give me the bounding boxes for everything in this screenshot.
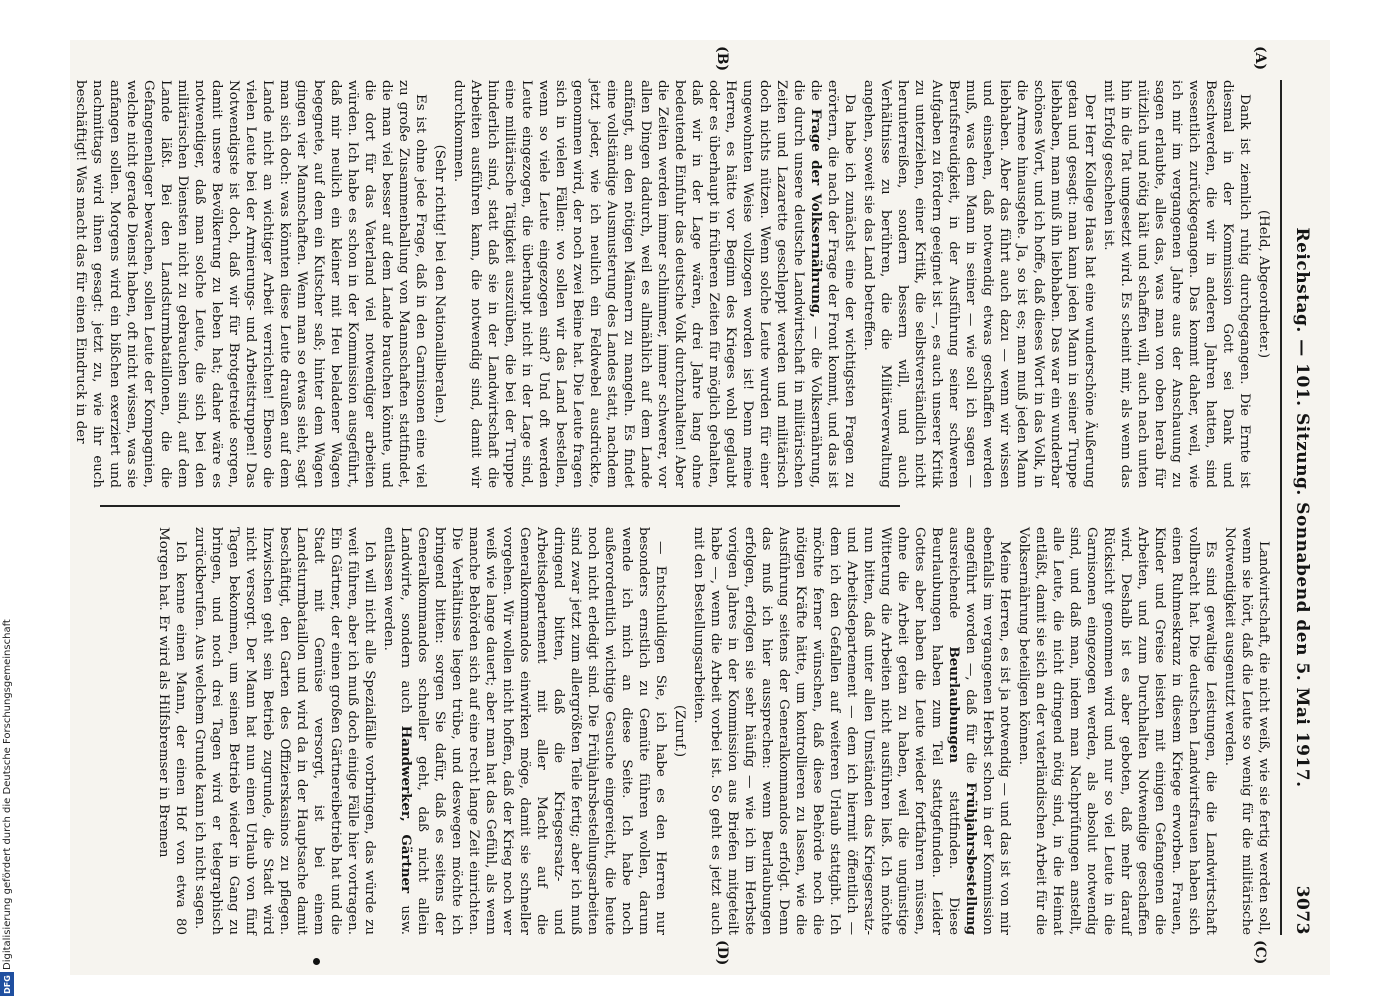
- left-paragraph-1: Dank ist ziemlich ruhig durchgegangen. Die Ernte ist diesmal in der Kommission Gott sei Dank und Beschwerden, die wir in anderen Jahren hatten, sind wesentlich zurückgegangen. Das kommt daher, weil, wie ich mir im vergangenen Jahre aus der Anschauung zu sagen erlaubte, alles das, was man von oben herab für nützlich und nötig hält und schaffen will, auch nach unten hin in die Tat umgesetzt wird. Es scheint mir, als wenn das mit Erfolg geschehen ist.: [1101, 80, 1252, 488]
- right-paragraph-7: Ich kenne einen Mann, der einen Hof von etwa 80 Morgen hat. Er wird als Hilfsbremser in Bremen: [156, 527, 188, 935]
- right-paragraph-2: Es sind gewaltige Leistungen, die die Landwirtschaft vollbracht hat. Die deutschen Landwirtsfrauen haben sich einen Ruhmeskranz in diesem Kriege erworben. Frauen, Kinder und Greise leisten mit einigen Gefangenen die Arbeiten, und zum Durchhalten Notwendige geschaffen wird. Deshalb ist es aber geboten, daß mehr darauf Rücksicht genommen wird und nur so viel Leute in die Garnisonen eingezogen werden, als absolut notwendig sind, und daß man, indem man Nachprüfungen anstellt, alle Leute, die nicht dringend nötig sind, in die Heimat entläßt, damit sie sich an der vaterländischen Arbeit für die Volksernährung beteiligen können.: [1016, 527, 1218, 935]
- left-paragraph-5: Es ist ohne jede Frage, daß in den Garnisonen eine viel zu große Zusammenballung von Mannschaften stattfindet, die man viel besser auf dem Lande brauchen könnte, und die dort für das Vaterland viel notwendiger arbeiten würden. Ich habe es schon in der Kommission ausgeführt, daß mir neulich ein kleiner mit Heu beladener Wagen begegnete, auf dem ein Kutscher saß; hinter dem Wagen gingen vier Mannschaften. Wenn man so etwas sieht, sagt man sich doch: was könnten diese Leute draußen auf dem Lande nicht an wichtiger Arbeit verrichten! Ebenso die vielen Leute bei der Armierungs- und Arbeitstruppen! Das Notwendigste ist doch, daß wir für Brotgetreide sorgen, damit unsere Bevölkerung zu leben hat; daher wäre es notwendiger, daß man solche Leute, die sich bei den militärischen Diensten nicht zu gebrauchen sind, auf dem Lande läßt. Bei den Landsturmbataillonen, die die Gefangenenlager bewachen, sollen Leute der Kompagnien, welche nicht gerade Dienst haben, oft nicht wissen, was sie anfangen sollen. Morgens wird ein bißchen exerziert und nachmittags wird ihnen gesagt: jetzt zu, wie ihr euch beschäftigt! Was macht das für einen Eindruck in der: [73, 80, 428, 488]
- right-paragraph-3: Meine Herren, es ist ja notwendig — und das ist von mir ebenfalls im vergangenen Herbst schon in der Kommission angeführt worden —, daß für die Frühjahrsbestellung ausreichende Beurlaubungen stattfinden. Diese Beurlaubungen haben zum Teil stattgefunden. Leider Gottes aber haben die Leute wieder fortfahren müssen, ohne die Arbeit getan zu haben, weil die ungünstige Witterung die Arbeiten nicht ausführen ließ. Ich möchte nun bitten, daß unter allen Umständen das Kriegsersatz- und Arbeitsdepartement — dem ich hiermit öffentlich — dem ich den Gefallen auf weiteren Urlaub stattgibt. Ich möchte ferner wünschen, daß diese Behörde noch die nötigen Kräfte hätte, um kontrollieren zu lassen, wie die Ausführung seitens der Generalkommandos erfolgt. Denn das muß ich hier aussprechen: wenn Beurlaubungen erfolgen, erfolgen sie sehr häufig — wie ich im Herbste vorigen Jahres in der Kommission aus Briefen mitgeteilt habe —, wenn die Arbeit vorbei ist. So geht es jetzt auch mit den Bestellungsarbeiten.: [691, 527, 1012, 935]
- bold-handwerker: Handwerker, Gärtner: [398, 725, 414, 894]
- bold-fruehjahrsbestellung: Frühjahrsbestellung: [963, 782, 979, 935]
- left-interjection: (Sehr richtig! bei den Nationalliberalen.): [432, 144, 447, 424]
- left-paragraph-3: Da habe ich zunächst eine der wichtigsten Fragen zu erörtern, die nach der Frage der Front kommt, und das ist die Frage der Volksernährung, — die Volksernährung, die durch unsere deutsche Landwirtschaft in militärischen Zeiten und Lazarette geschleppt werden und militärisch doch nichts nützen. Wenn solche Leute wurden für einer ungewohnten Weise vollzogen worden ist! Denn meine Herren, es hätte vor Beginn des Krieges wohl geglaubt oder es überhaupt in früheren Zeiten für möglich gehalten, daß wir in der Lage wären, drei Jahre lang ohne bedeutende Einfuhr das deutsche Volk durchzuhalten! Aber die Zeiten werden immer schlimmer, immer schwerer, vor allen Dingen dadurch, weil es allmählich auf dem Lande anfängt, an den nötigen Männern zu mangeln. Es findet eine vollständige Ausmusterung des Landes statt, nachdem jetzt jeder, wie ich neulich ein Feldwebel ausdrückte, genommen wird, der noch zwei Beine hat. Die Leute fragen sich in vielen Fällen: wo sollen wir das Land bestellen, wenn so viele Leute eingezogen sind? Und oft werden Leute eingezogen, die überhaupt nicht in der Lage sind, eine militärische Tätigkeit auszuüben, die bei der Truppe hinderlich sind, statt daß sie in der Landwirtschaft die Arbeiten ausführen kann, die notwendig sind, damit wir durchkommen.: [451, 80, 857, 488]
- page-number: 3073: [1292, 885, 1312, 935]
- right-paragraph-1: Landwirtschaft, die nicht weiß, wie sie fertig werden soll, wenn sie hört, daß die Leute so wenig für die militärische Notwendigkeit ausgenutzt werden.: [1222, 527, 1271, 935]
- bold-beurlaubungen: Beurlaubungen: [946, 646, 962, 764]
- margin-marker-d: (D): [714, 940, 730, 966]
- page-header: [1282, 80, 1312, 935]
- left-column: [73, 80, 1272, 488]
- header-rule: [1280, 80, 1282, 935]
- dfg-logo: DFG: [0, 972, 14, 996]
- credit-text: Digitalisierung gefördert durch die Deutsche Forschungsgemeinschaft: [2, 619, 13, 970]
- scanned-page: [70, 40, 1330, 975]
- column-divider: [100, 505, 900, 507]
- rotated-sheet: [70, 40, 1330, 975]
- right-paragraph-5: — Entschuldigen Sie, ich habe es den Herren nur besonders ernstlich zu Gemüte führen wollen, darum wende ich mich an diese Seite. Ich habe noch außerordentlich wichtige Gesuche eingereicht, die heute noch nicht erledigt sind. Die Frühjahrsbestellungsarbeiten sind zwar jetzt zum allergrößten Teile fertig; aber ich muß dringend bitten, daß die Kriegsersatz- und Arbeitsdepartement mit aller Macht auf die Generalkommandos einwirken möge, damit sie schneller vorgehen. Wir wollen nicht hoffen, daß der Krieg noch wer weiß wie lange dauert; aber man hat das Gefühl, als wenn manche Behörden sich auf eine recht lange Zeit einrichten. Die Verhältnisse liegen trübe, und deswegen möchte ich bringend bitten: sorgen Sie dafür, daß es seitens der Generalkommandos schneller geht, daß nicht allein Landwirte, sondern auch Handwerker, Gärtner usw. entlassen werden.: [381, 527, 668, 935]
- speaker-label: (Held, Abgeordneter.): [1256, 209, 1271, 359]
- margin-marker-c: (C): [1252, 940, 1268, 965]
- margin-bullet: [313, 958, 320, 965]
- right-interjection: (Zuruf.): [672, 704, 687, 758]
- margin-marker-a: (A): [1252, 46, 1268, 71]
- left-paragraph-2: Der Herr Kollege Haas hat eine wunderschöne Äußerung getan und gesagt: man kann jeden Mann in seiner Truppe liebhaben, man muß ihn liebhaben. Das war ein wunderbar schönes Wort, und ich hoffe, daß dieses Wort in das Volk, in die Armee hinausgehe. Ja, so ist es; man muß jeden Mann liebhaben. Aber das führt auch dazu — wenn wir wissen und einsehen, daß notwendig etwas geschaffen werden muß, was dem Mann in seiner — wie soll ich sagen — Berufsfreudigkeit, in der Ausführung seiner schweren Aufgaben zu fördern geeignet ist —, es auch unserer Kritik zu unterziehen, einer Kritik, die selbstverständlich nicht herunterreißen, sondern bessern will, und auch Verhältnisse zu berühren, die die Militärverwaltung angehen, soweit sie das Land betreffen.: [861, 80, 1097, 488]
- bold-volksernaehrung: Frage der Volksernährung,: [808, 108, 824, 318]
- margin-marker-b: (B): [714, 46, 730, 72]
- right-column: [90, 527, 1272, 935]
- header-title: Reichstag. — 101. Sitzung. Sonnabend den 5. Mai 1917.: [1292, 227, 1312, 788]
- right-paragraph-6: Ich will nicht alle Spezialfälle vorbringen, das würde zu weit führen, aber ich muß doch einige Fälle hier vortragen. Ein Gärtner, der einen großen Gärtnereibetrieb hat und die Stadt mit Gemüse versorgt, ist bei einem Landsturmbataillon und wird da in der Hauptsache damit beschäftigt, den Garten des Offizierskasinos zu pflegen. Inzwischen geht sein Betrieb zugrunde, die Stadt wird nicht versorgt. Der Mann hat nun einen Urlaub von fünf Tagen bekommen, um seinen Betrieb wieder in Gang zu bringen, und noch drei Tagen wird er telegraphisch zurückberufen. Aus welchem Grunde kann ich nicht sagen.: [192, 527, 377, 935]
- credit-strip: [0, 35, 16, 970]
